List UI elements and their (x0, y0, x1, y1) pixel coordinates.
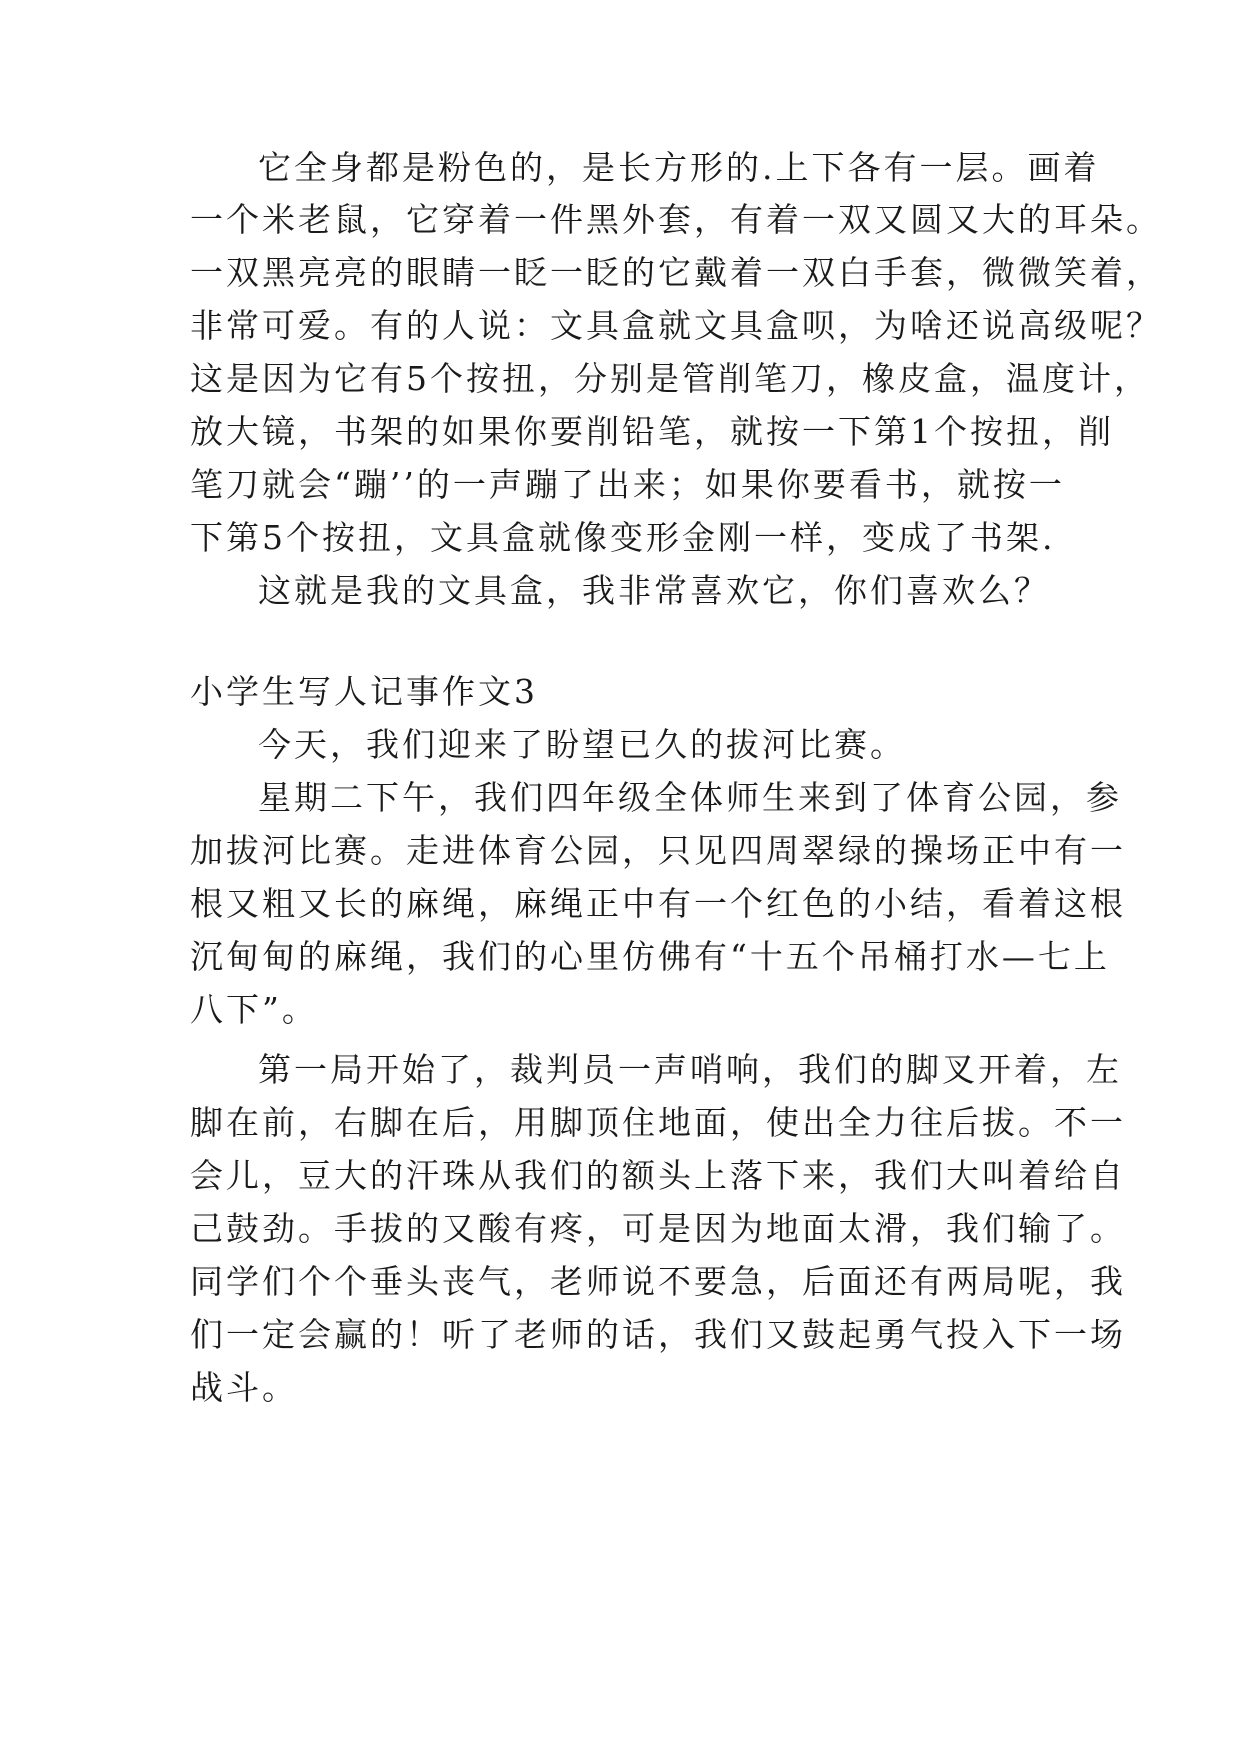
paragraph-line: 下第5个按扭，文具盒就像变形金刚一样，变成了书架. (190, 518, 1056, 557)
paragraph-line: 脚在前，右脚在后，用脚顶住地面，使出全力往后拔。不一 (190, 1103, 1126, 1142)
paragraph-line: 这就是我的文具盒，我非常喜欢它，你们喜欢么？ (258, 571, 1050, 610)
paragraph-line: 非常可爱。有的人说：文具盒就文具盒呗，为啥还说高级呢？ (190, 306, 1162, 345)
paragraph-line: 加拔河比赛。走进体育公园，只见四周翠绿的操场正中有一 (190, 831, 1126, 870)
paragraph-line: 放大镜，书架的如果你要削铅笔，就按一下第1个按扭，削 (190, 412, 1114, 451)
paragraph-line: 一双黑亮亮的眼睛一眨一眨的它戴着一双白手套，微微笑着， (190, 253, 1162, 292)
paragraph-line: 它全身都是粉色的，是长方形的.上下各有一层。画着 (258, 148, 1100, 187)
paragraph-line: 八下”。 (190, 990, 318, 1029)
paragraph-line: 一个米老鼠，它穿着一件黑外套，有着一双又圆又大的耳朵。 (190, 200, 1162, 239)
section-heading: 小学生写人记事作文3 (190, 672, 538, 711)
paragraph-line: 根又粗又长的麻绳，麻绳正中有一个红色的小结，看着这根 (190, 884, 1126, 923)
paragraph-line: 己鼓劲。手拔的又酸有疼，可是因为地面太滑，我们输了。 (190, 1209, 1126, 1248)
paragraph-line: 第一局开始了，裁判员一声哨响，我们的脚叉开着，左 (258, 1050, 1122, 1089)
paragraph-line: 们一定会赢的！听了老师的话，我们又鼓起勇气投入下一场 (190, 1315, 1126, 1354)
paragraph-line: 会儿，豆大的汗珠从我们的额头上落下来，我们大叫着给自 (190, 1156, 1126, 1195)
paragraph-line: 战斗。 (190, 1368, 298, 1407)
paragraph-line: 这是因为它有5个按扭，分别是管削笔刀，橡皮盒，温度计， (190, 359, 1150, 398)
paragraph-line: 星期二下午，我们四年级全体师生来到了体育公园，参 (258, 778, 1122, 817)
paragraph-line: 今天，我们迎来了盼望已久的拔河比赛。 (258, 725, 906, 764)
paragraph-line: 沉甸甸的麻绳，我们的心里仿佛有“十五个吊桶打水—七上 (190, 937, 1110, 976)
paragraph-line: 笔刀就会“蹦’’的一声蹦了出来；如果你要看书，就按一 (190, 465, 1065, 504)
paragraph-line: 同学们个个垂头丧气，老师说不要急，后面还有两局呢，我 (190, 1262, 1126, 1301)
